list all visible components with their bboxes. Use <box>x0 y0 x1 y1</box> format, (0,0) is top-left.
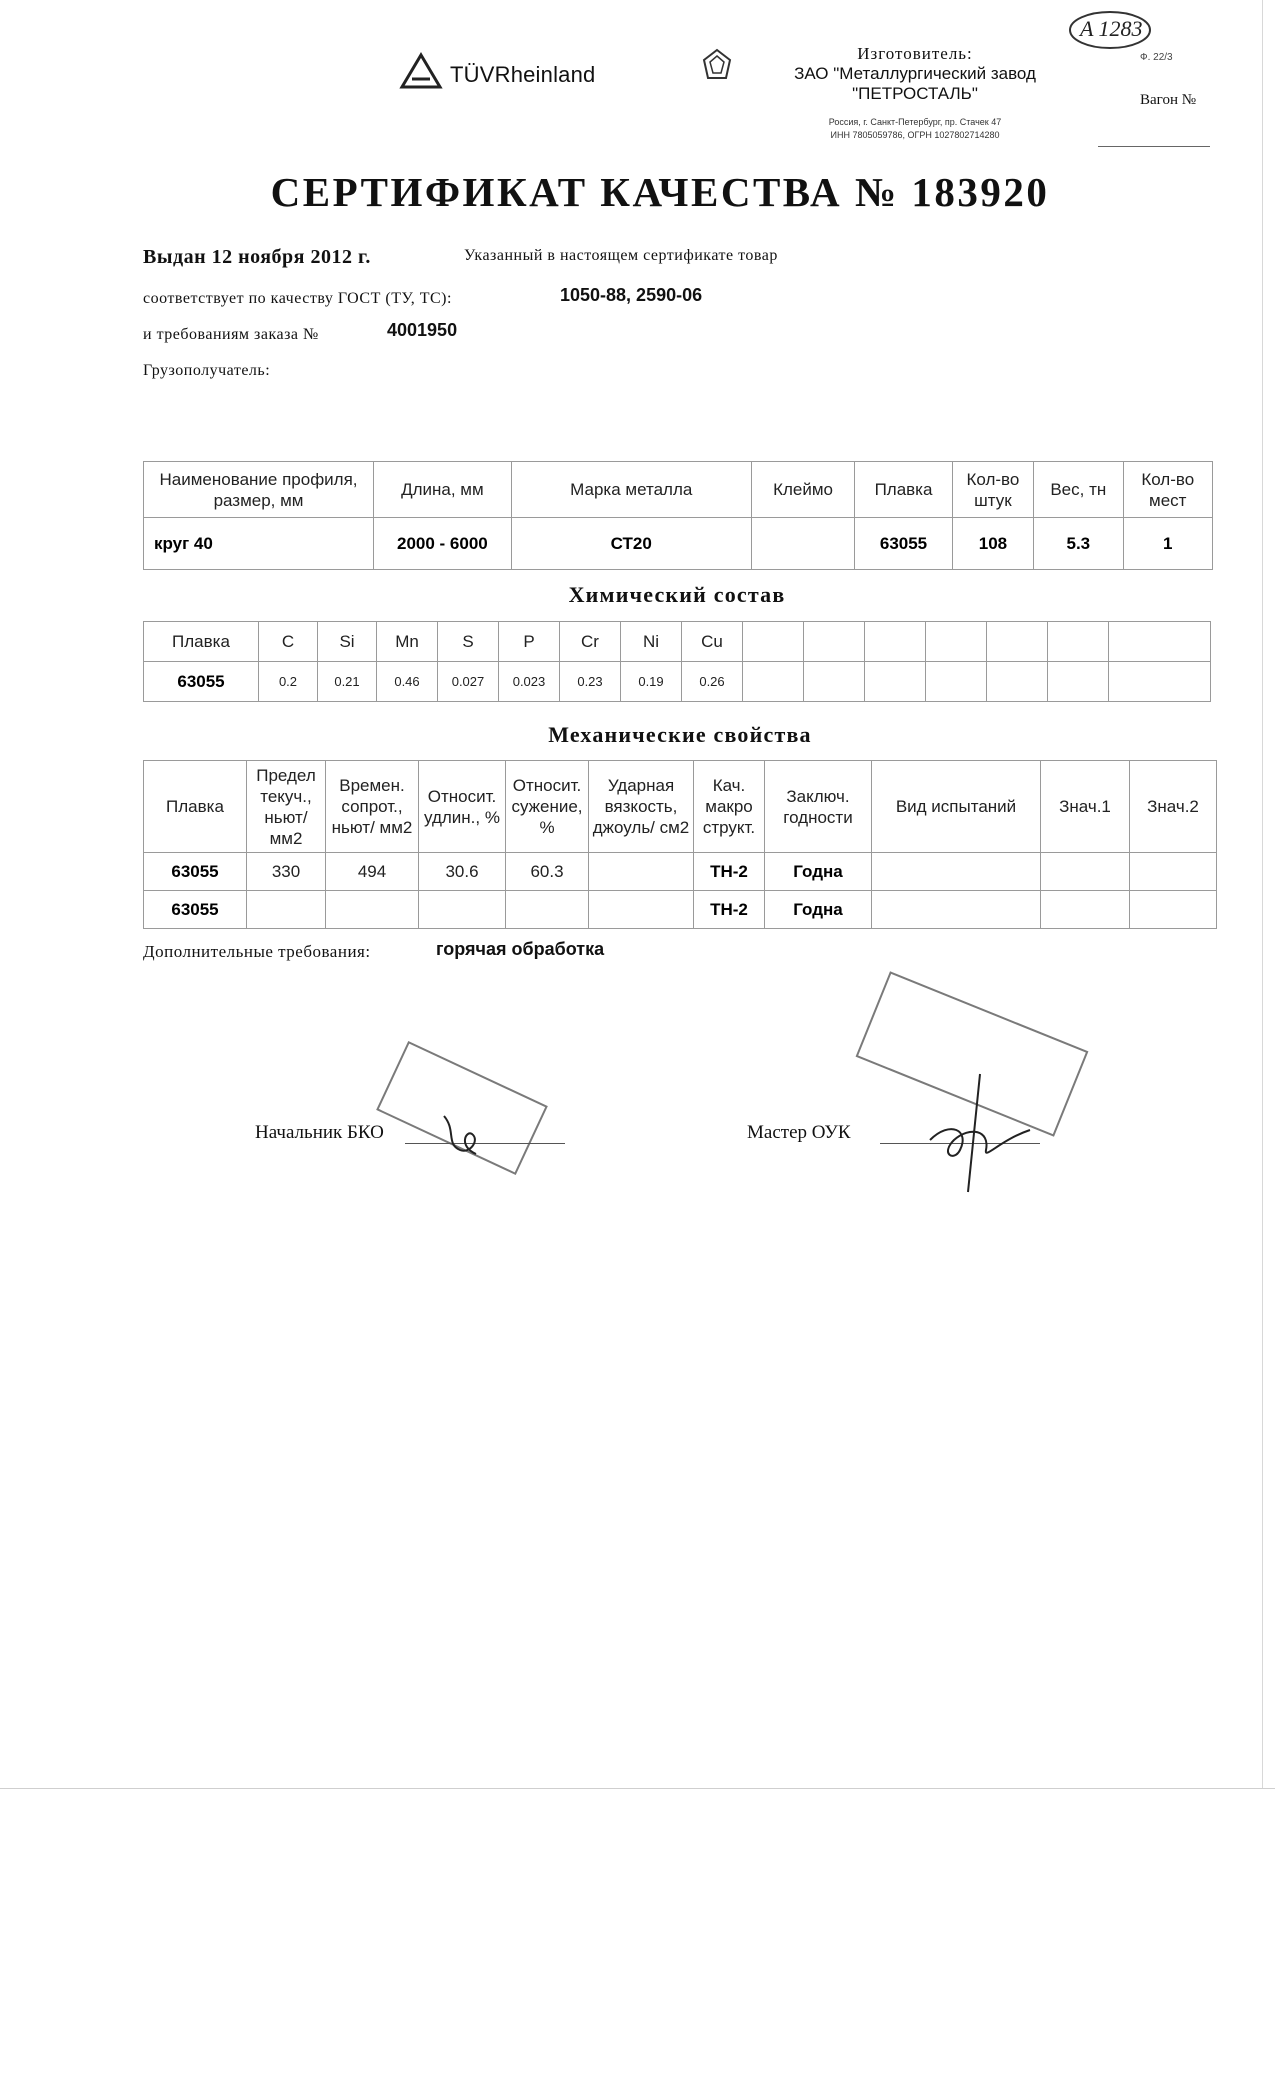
master-signature-icon <box>910 1070 1050 1200</box>
mech-cell-value2 <box>1130 853 1217 891</box>
mech-cell-reduction: 60.3 <box>506 853 589 891</box>
empty-cell <box>987 662 1048 702</box>
chem-header-s: S <box>438 622 499 662</box>
chem-header-si: Si <box>318 622 377 662</box>
handwritten-mark <box>1066 8 1156 52</box>
mech-header-yield: Предел текуч., ньют/ мм2 <box>247 761 326 853</box>
mech-cell-value1 <box>1041 853 1130 891</box>
table-row <box>144 518 1213 570</box>
mech-header-value2: Знач.2 <box>1130 761 1217 853</box>
cell-profile: круг 40 <box>144 518 374 570</box>
chem-header-cu: Cu <box>682 622 743 662</box>
empty-cell <box>926 662 987 702</box>
empty-cell <box>743 622 804 662</box>
cell-brand-mark <box>751 518 854 570</box>
chem-header-heat: Плавка <box>144 622 259 662</box>
empty-cell <box>926 622 987 662</box>
cell-length: 2000 - 6000 <box>374 518 512 570</box>
cell-pieces: 108 <box>952 518 1033 570</box>
mech-header-verdict: Заключ. годности <box>765 761 872 853</box>
empty-cell <box>987 622 1048 662</box>
mech-header-elongation: Относит. удлин., % <box>419 761 506 853</box>
mech-cell-impact <box>589 891 694 929</box>
handwritten-text: A 1283 <box>1080 16 1143 41</box>
chem-header-ni: Ni <box>621 622 682 662</box>
mech-header-test-type: Вид испытаний <box>872 761 1041 853</box>
manufacturer-label: Изготовитель: <box>857 44 973 63</box>
mech-cell-verdict: Годна <box>765 853 872 891</box>
empty-cell <box>1048 662 1109 702</box>
master-ouk-label: Мастер ОУК <box>747 1122 851 1143</box>
table-header-row <box>144 622 1211 662</box>
empty-cell <box>804 662 865 702</box>
mech-cell-verdict: Годна <box>765 891 872 929</box>
manufacturer-block <box>700 44 1130 142</box>
additional-label: Дополнительные требования: <box>143 942 371 961</box>
chem-header-c: C <box>259 622 318 662</box>
form-code: Ф. 22/3 <box>1140 52 1173 63</box>
empty-cell <box>865 622 926 662</box>
order-label: и требованиям заказа № <box>143 326 319 343</box>
empty-cell <box>804 622 865 662</box>
wagon-label: Вагон № <box>1140 92 1197 108</box>
certificate-title: СЕРТИФИКАТ КАЧЕСТВА № 183920 <box>270 169 1050 215</box>
mech-cell-tensile: 494 <box>326 853 419 891</box>
chem-header-cr: Cr <box>560 622 621 662</box>
page-bottom-edge <box>0 1788 1275 1789</box>
mech-cell-impact <box>589 853 694 891</box>
chem-cell-si: 0.21 <box>318 662 377 702</box>
order-number: 4001950 <box>387 320 458 340</box>
manufacturer-name: ЗАО "Металлургический завод <box>794 64 1036 83</box>
table-row <box>144 891 1217 929</box>
header-profile: Наименование профиля, размер, мм <box>144 462 374 518</box>
mech-header-impact: Ударная вязкость, джоуль/ см2 <box>589 761 694 853</box>
empty-cell <box>1109 622 1211 662</box>
chem-cell-p: 0.023 <box>499 662 560 702</box>
mech-cell-reduction <box>506 891 589 929</box>
cell-heat: 63055 <box>855 518 952 570</box>
chem-cell-s: 0.027 <box>438 662 499 702</box>
header-pieces: Кол-во штук <box>952 462 1033 518</box>
header-places: Кол-во мест <box>1123 462 1212 518</box>
tuv-rheinland-logo <box>398 52 608 92</box>
issued-date: Выдан 12 ноября 2012 г. <box>143 246 371 268</box>
mech-cell-elongation: 30.6 <box>419 853 506 891</box>
chem-header-p: P <box>499 622 560 662</box>
mech-cell-test-type <box>872 853 1041 891</box>
gost-value: 1050-88, 2590-06 <box>560 285 703 305</box>
mech-cell-macro: ТН-2 <box>694 853 765 891</box>
mech-cell-elongation <box>419 891 506 929</box>
goods-table <box>143 461 1213 570</box>
mech-header-tensile: Времен. сопрот., ньют/ мм2 <box>326 761 419 853</box>
cell-weight: 5.3 <box>1034 518 1123 570</box>
mech-cell-yield <box>247 891 326 929</box>
header-brand-mark: Клеймо <box>751 462 854 518</box>
tuv-triangle-icon <box>398 52 444 90</box>
manufacturer-name-line2: "ПЕТРОСТАЛЬ" <box>852 84 978 103</box>
chemistry-title: Химический состав <box>568 582 786 607</box>
mech-cell-tensile <box>326 891 419 929</box>
chem-cell-cr: 0.23 <box>560 662 621 702</box>
header-steel-grade: Марка металла <box>511 462 751 518</box>
chem-cell-mn: 0.46 <box>377 662 438 702</box>
tuv-logo-text: TÜVRheinland <box>450 62 596 87</box>
cell-steel-grade: СТ20 <box>511 518 751 570</box>
additional-value: горячая обработка <box>436 939 605 959</box>
table-row <box>144 662 1211 702</box>
cell-places: 1 <box>1123 518 1212 570</box>
mech-cell-heat: 63055 <box>144 853 247 891</box>
empty-cell <box>1109 662 1211 702</box>
empty-cell <box>1048 622 1109 662</box>
table-row <box>144 853 1217 891</box>
mech-cell-macro: ТН-2 <box>694 891 765 929</box>
mech-cell-test-type <box>872 891 1041 929</box>
chem-cell-heat: 63055 <box>144 662 259 702</box>
table-header-row <box>144 761 1217 853</box>
mechanical-table <box>143 760 1217 929</box>
page-right-edge <box>1262 0 1263 1788</box>
mech-cell-value2 <box>1130 891 1217 929</box>
chem-cell-ni: 0.19 <box>621 662 682 702</box>
empty-cell <box>743 662 804 702</box>
mechanical-title: Механические свойства <box>548 722 812 747</box>
head-signature-icon <box>436 1110 496 1160</box>
table-header-row <box>144 462 1213 518</box>
mech-cell-heat: 63055 <box>144 891 247 929</box>
wagon-underline <box>1098 146 1210 147</box>
mech-cell-yield: 330 <box>247 853 326 891</box>
head-bko-label: Начальник БКО <box>255 1122 384 1143</box>
header-length: Длина, мм <box>374 462 512 518</box>
mech-header-value1: Знач.1 <box>1041 761 1130 853</box>
header-heat: Плавка <box>855 462 952 518</box>
header-weight: Вес, тн <box>1034 462 1123 518</box>
mech-cell-value1 <box>1041 891 1130 929</box>
manufacturer-inn-ogrn: ИНН 7805059786, ОГРН 1027802714280 <box>830 130 1000 140</box>
chem-cell-c: 0.2 <box>259 662 318 702</box>
mech-header-reduction: Относит. сужение, % <box>506 761 589 853</box>
chem-header-mn: Mn <box>377 622 438 662</box>
compliance-label: соответствует по качеству ГОСТ (ТУ, ТС): <box>143 290 452 307</box>
manufacturer-address: Россия, г. Санкт-Петербург, пр. Стачек 47 <box>828 117 1002 127</box>
product-statement: Указанный в настоящем сертификате товар <box>464 247 778 264</box>
mech-header-heat: Плавка <box>144 761 247 853</box>
chem-cell-cu: 0.26 <box>682 662 743 702</box>
consignee-label: Грузополучатель: <box>143 362 271 379</box>
mech-header-macro: Кач. макро структ. <box>694 761 765 853</box>
chemistry-table <box>143 621 1211 702</box>
empty-cell <box>865 662 926 702</box>
